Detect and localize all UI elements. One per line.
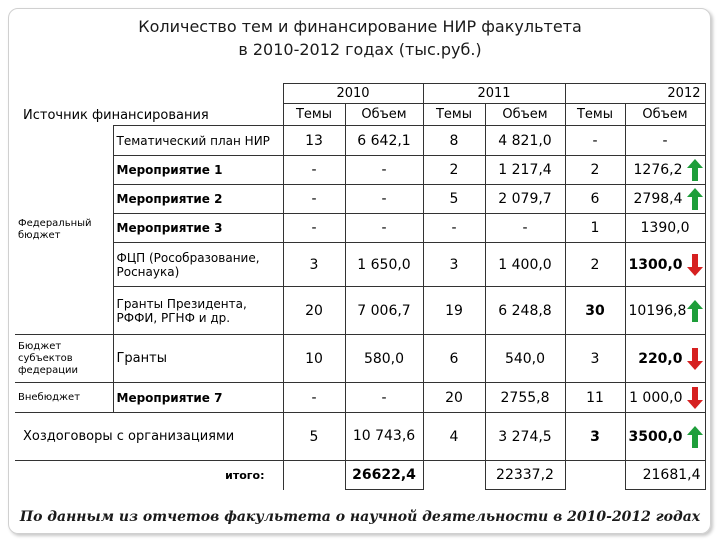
- cell-volume-2012-wrap: [625, 335, 705, 383]
- cell-topics-2012: 30: [565, 287, 625, 335]
- cell-volume-2011: 2 079,7: [485, 185, 565, 214]
- cell-topics-2012: 1: [565, 214, 625, 243]
- cell-topics-2010: -: [283, 156, 345, 185]
- cell-topics-2010: 20: [283, 287, 345, 335]
- table-row: [15, 335, 705, 383]
- cell-topics-2010: 13: [283, 126, 345, 156]
- row-name: Тематический план НИР: [113, 126, 283, 156]
- cell-volume-2010: 7 006,7: [345, 287, 423, 335]
- title-line-1: Количество тем и финансирование НИР факультета: [138, 17, 582, 36]
- table-row: [15, 243, 705, 287]
- table-row: [15, 185, 705, 214]
- row-name: ФЦП (Рособразование, Роснаука): [113, 243, 283, 287]
- header-year-2011: 2011: [423, 84, 565, 104]
- group-offbudget: Внебюджет: [15, 383, 113, 413]
- arrow-up-icon: [687, 426, 703, 448]
- header-year-2010: 2010: [283, 84, 423, 104]
- cell-topics-2011: 5: [423, 185, 485, 214]
- total-label: итого:: [15, 461, 283, 490]
- total-volume-2011: 22337,2: [485, 461, 565, 490]
- cell-volume-2012-wrap: [625, 413, 705, 461]
- cell-volume-2010: -: [345, 214, 423, 243]
- cell-volume-2011: 4 821,0: [485, 126, 565, 156]
- cell-topics-2011: 8: [423, 126, 485, 156]
- cell-topics-2011: 3: [423, 243, 485, 287]
- page-title: [0, 15, 720, 61]
- cell-volume-2012: 1276,2: [633, 162, 683, 178]
- cell-topics-2012: 3: [565, 413, 625, 461]
- cell-topics-2011: 4: [423, 413, 485, 461]
- cell-volume-2012: 10196,8: [628, 302, 687, 319]
- cell-topics-2010: -: [283, 185, 345, 214]
- cell-volume-2010: 1 650,0: [345, 243, 423, 287]
- arrow-up-icon: [687, 300, 703, 322]
- total-row: [15, 461, 705, 490]
- total-volume-2010: 26622,4: [345, 461, 423, 490]
- cell-topics-2012: -: [565, 126, 625, 156]
- cell-volume-2012-wrap: [625, 383, 705, 413]
- arrow-down-icon: [687, 254, 703, 276]
- cell-volume-2012: 220,0: [638, 350, 683, 367]
- cell-volume-2012: -: [625, 126, 705, 156]
- table-row: [15, 287, 705, 335]
- cell-topics-2010: -: [283, 214, 345, 243]
- cell-volume-2012-wrap: [625, 185, 705, 214]
- cell-volume-2010: 580,0: [345, 335, 423, 383]
- row-name: Мероприятие 3: [113, 214, 283, 243]
- header-topics-2011: Темы: [423, 104, 485, 126]
- arrow-up-icon: [687, 188, 703, 210]
- cell-topics-2011: 6: [423, 335, 485, 383]
- funding-table: [15, 83, 706, 490]
- cell-topics-2010: 3: [283, 243, 345, 287]
- header-topics-2012: Темы: [565, 104, 625, 126]
- cell-volume-2012: 3500,0: [628, 428, 683, 445]
- cell-volume-2011: 2755,8: [485, 383, 565, 413]
- cell-topics-2011: -: [423, 214, 485, 243]
- header-volume-2010: Объем: [345, 104, 423, 126]
- cell-volume-2010: 6 642,1: [345, 126, 423, 156]
- cell-topics-2011: 20: [423, 383, 485, 413]
- cell-topics-2012: 11: [565, 383, 625, 413]
- cell-volume-2012: 1 000,0: [629, 389, 683, 406]
- row-name: Гранты: [113, 335, 283, 383]
- cell-volume-2011: 1 217,4: [485, 156, 565, 185]
- cell-topics-2012: 6: [565, 185, 625, 214]
- header-year-2012: 2012: [565, 84, 705, 104]
- cell-volume-2011: -: [485, 214, 565, 243]
- cell-topics-2011: 2: [423, 156, 485, 185]
- cell-topics-2012: 3: [565, 335, 625, 383]
- table-row: [15, 214, 705, 243]
- arrow-down-icon: [687, 348, 703, 370]
- row-name: Мероприятие 1: [113, 156, 283, 185]
- arrow-down-icon: [687, 387, 703, 409]
- cell-volume-2012: 1390,0: [625, 214, 705, 243]
- cell-volume-2010: -: [345, 383, 423, 413]
- footer-note: По данным из отчетов факультета о научной деятельности в 2010-2012 годах: [19, 509, 701, 525]
- group-federal: Федеральный бюджет: [15, 126, 113, 335]
- cell-volume-2010: -: [345, 185, 423, 214]
- cell-volume-2011: 540,0: [485, 335, 565, 383]
- cell-volume-2011: 6 248,8: [485, 287, 565, 335]
- row-name: Мероприятие 2: [113, 185, 283, 214]
- row-name: Мероприятие 7: [113, 383, 283, 413]
- cell-topics-2012: 2: [565, 156, 625, 185]
- cell-volume-2012: 1300,0: [628, 256, 683, 273]
- cell-topics-2010: 10: [283, 335, 345, 383]
- group-regional: Бюджет субъектов федерации: [15, 335, 113, 383]
- cell-volume-2010: -: [345, 156, 423, 185]
- header-volume-2011: Объем: [485, 104, 565, 126]
- table-row: [15, 383, 705, 413]
- row-name: Хоздоговоры с организациями: [15, 413, 283, 461]
- cell-volume-2011: 1 400,0: [485, 243, 565, 287]
- table-row: [15, 156, 705, 185]
- cell-volume-2012: 2798,4: [633, 191, 683, 207]
- cell-volume-2010: 10 743,6: [345, 413, 423, 461]
- cell-volume-2012-wrap: [625, 287, 705, 335]
- table-row: [15, 413, 705, 461]
- cell-topics-2012: 2: [565, 243, 625, 287]
- header-volume-2012: Объем: [625, 104, 705, 126]
- total-volume-2012: 21681,4: [625, 461, 705, 490]
- table-row: [15, 126, 705, 156]
- row-name: Гранты Президента, РФФИ, РГНФ и др.: [113, 287, 283, 335]
- header-topics-2010: Темы: [283, 104, 345, 126]
- cell-volume-2012-wrap: [625, 156, 705, 185]
- cell-topics-2011: 19: [423, 287, 485, 335]
- title-line-2: в 2010-2012 годах (тыс.руб.): [238, 40, 482, 59]
- cell-volume-2012-wrap: [625, 243, 705, 287]
- arrow-up-icon: [687, 159, 703, 181]
- cell-topics-2010: -: [283, 383, 345, 413]
- cell-volume-2011: 3 274,5: [485, 413, 565, 461]
- header-source: Источник финансирования: [15, 84, 283, 126]
- cell-topics-2010: 5: [283, 413, 345, 461]
